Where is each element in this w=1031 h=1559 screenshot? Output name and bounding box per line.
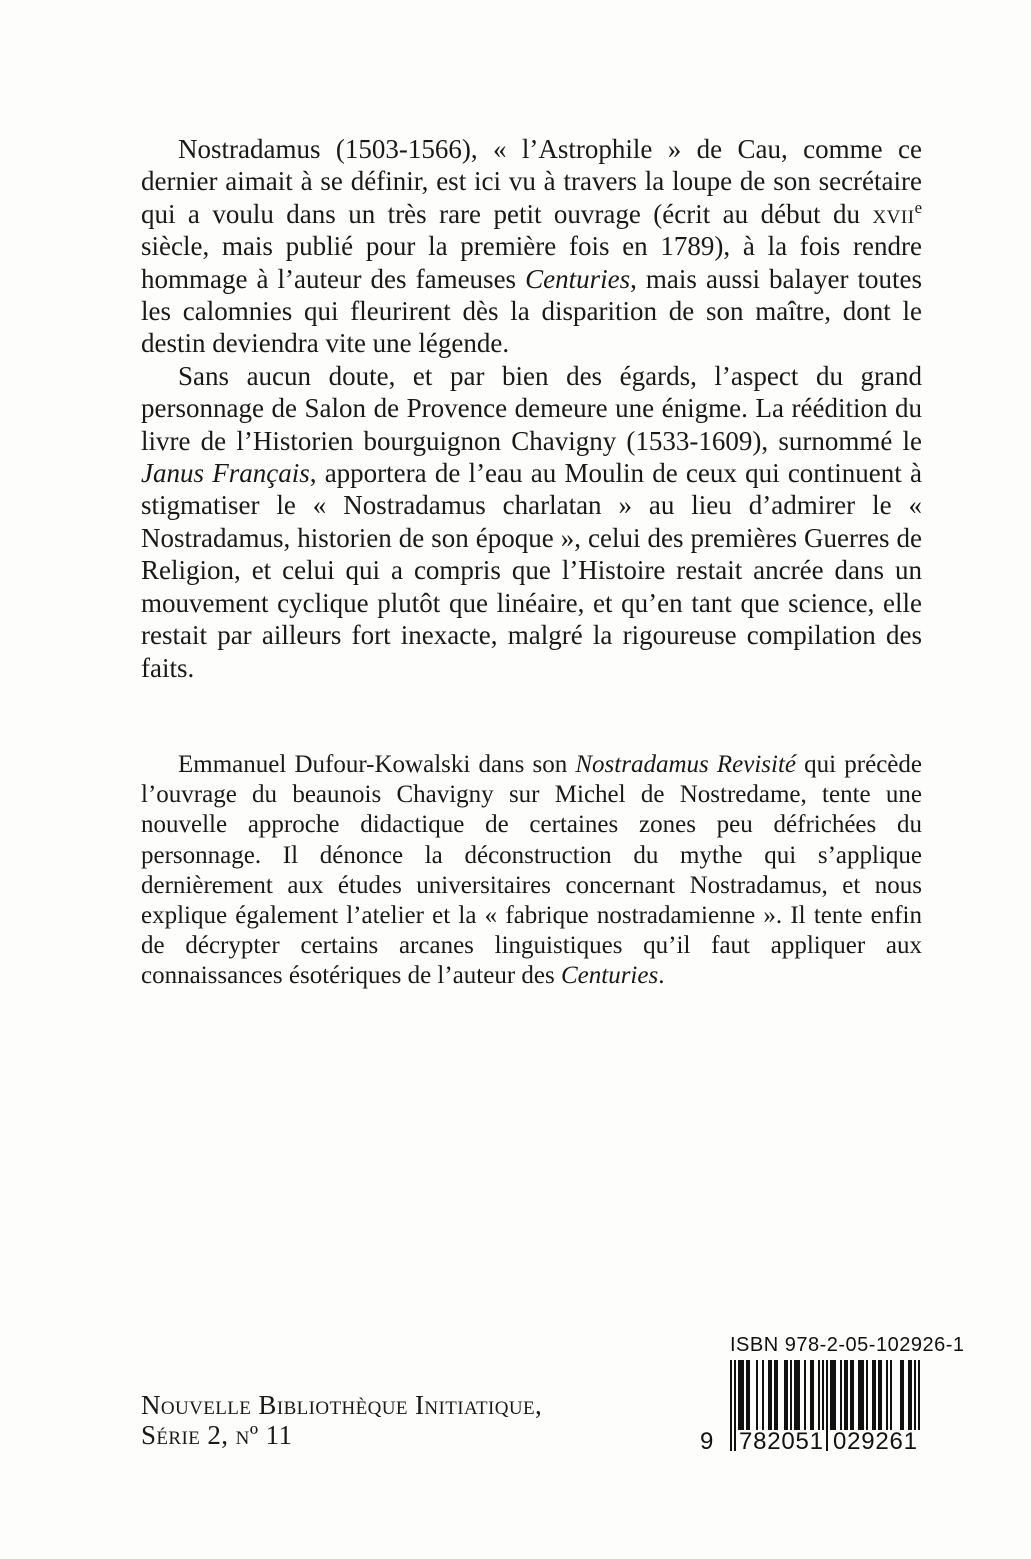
- series-number: Série 2, nº 11: [141, 1420, 293, 1450]
- roman-numeral-century: xvii: [872, 198, 915, 229]
- barcode-digit-first: 9: [700, 1428, 714, 1455]
- paragraph-text: siècle, mais publié pour la première fois en 1789), à la fois rendre hommage à l’auteur des fameuses: [141, 231, 922, 294]
- book-title-janus-francais: Janus Français: [141, 458, 310, 489]
- barcode-bars-area: [700, 1360, 920, 1455]
- book-title-centuries: Centuries: [560, 962, 659, 990]
- book-title-centuries: Centuries: [525, 263, 631, 294]
- barcode-digits-left: 7 8 2 0 5 1: [736, 1430, 826, 1454]
- blurb-text-block: [141, 133, 922, 992]
- blurb-paragraph-1: [141, 133, 922, 360]
- paragraph-text: Sans aucun doute, et par bien des égards, l’aspect du grand personnage de Salon de Provence demeure une énigme. La réédition du livre de l’Historien bourguignon Chavigny (1533-1609), surnommé le: [141, 360, 922, 456]
- ordinal-superscript: e: [914, 197, 922, 217]
- series-label: [141, 1390, 542, 1450]
- barcode-digits-right: 0 2 9 2 6 1: [830, 1430, 920, 1454]
- paragraph-text: , apportera de l’eau au Moulin de ceux qui continuent à stigmatiser le « Nostradamus charlatan » au lieu d’admirer le « Nostradamus, historien de son époque », celui des premières Guerres de Religion, et celui qui a compris que l’Histoire restait ancrée dans un mouvement cyclique plutôt que linéaire, et qu’en tant que science, elle restait par ailleurs fort inexacte, malgré la rigoureuse compilation des faits.: [141, 458, 922, 683]
- blurb-paragraph-2: [141, 360, 922, 684]
- book-title-nostradamus-revisite: Nostradamus Revisité: [575, 750, 797, 778]
- paragraph-text: , mais aussi balayer toutes les calomnies qui fleurirent dès la disparition de son maître, dont le destin deviendra vite une légende.: [141, 263, 923, 359]
- series-name: Nouvelle Bibliothèque Initiatique,: [141, 1390, 543, 1420]
- blurb-paragraph-3: [141, 750, 922, 992]
- barcode: [698, 1334, 965, 1455]
- paragraph-text: .: [658, 962, 665, 990]
- paragraph-text: Emmanuel Dufour-Kowalski dans son: [178, 750, 576, 778]
- paragraph-text: qui précède l’ouvrage du beaunois Chavigny sur Michel de Nostredame, tente une nouvelle approche didactique de certaines zones peu défrichées du personnage. Il dénonce la déconstruction du mythe qui s’applique dernièrement aux études universitaires concernant Nostradamus, et nous explique également l’atelier et la « fabrique nostradamienne ». Il tente enfin de décrypter certains arcanes linguistiques qu’il faut appliquer aux connaissances ésotériques de l’auteur des: [141, 750, 922, 990]
- paragraph-text: Nostradamus (1503-1566), « l’Astrophile » de Cau, comme ce dernier aimait à se définir, est ici vu à travers la loupe de son secrétaire qui a voulu dans un très rare petit ouvrage (écrit au début du: [141, 134, 922, 229]
- isbn-label: ISBN 978-2-05-102926-1: [730, 1334, 965, 1356]
